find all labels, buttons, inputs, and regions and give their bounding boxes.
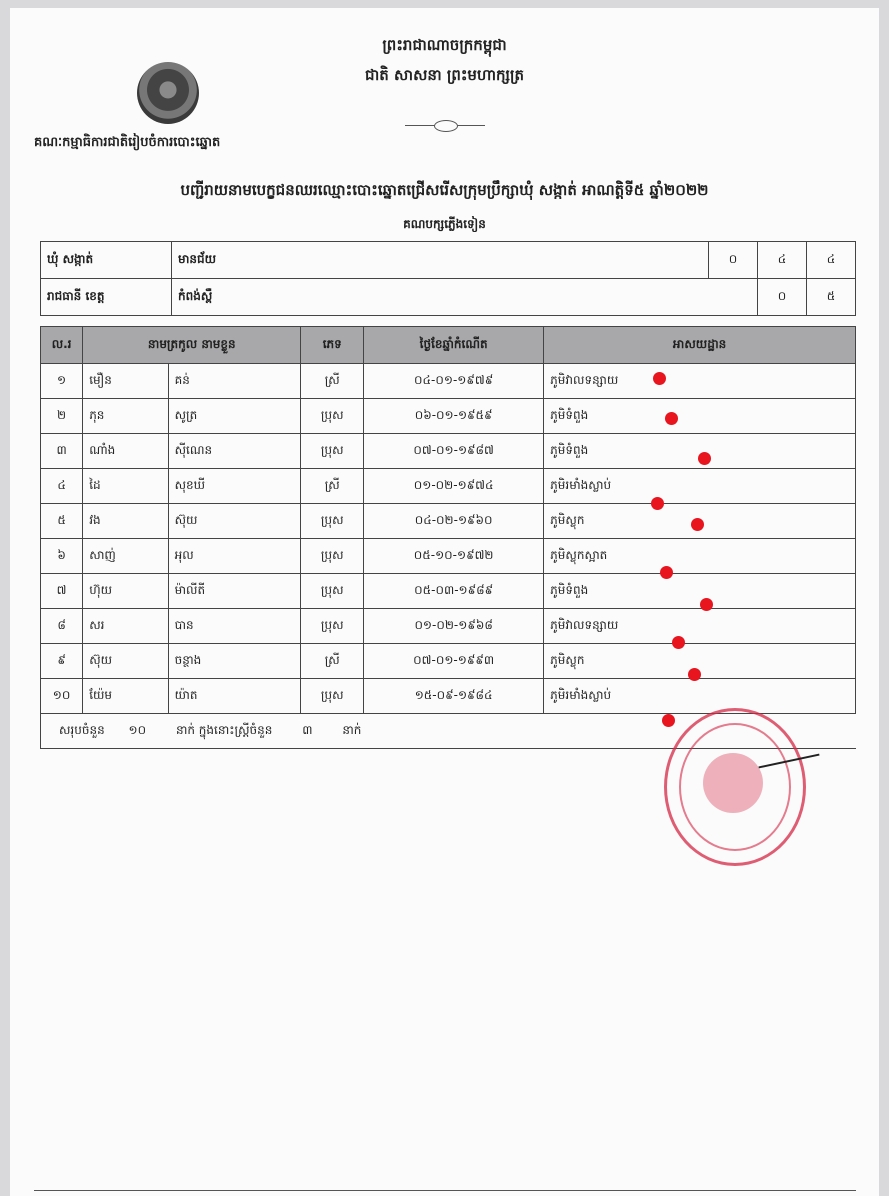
row-address: ភូមិស្លុក xyxy=(544,644,856,679)
red-marker-icon xyxy=(660,566,673,579)
row-dob: ០៦-០១-១៩៥៩ xyxy=(364,399,544,434)
province-value: កំពង់ស្ពឺ xyxy=(172,279,758,316)
row-address: ភូមិទំពួង xyxy=(544,434,856,469)
row-dob: ០៧-០១-១៩៨៧ xyxy=(364,434,544,469)
ornament-icon xyxy=(434,120,458,132)
stamp-seal-icon xyxy=(703,753,763,813)
table-row xyxy=(41,609,856,644)
table-row xyxy=(41,434,856,469)
province-row xyxy=(41,279,856,316)
commune-value: មានជ័យ xyxy=(172,242,709,279)
table-row xyxy=(41,469,856,504)
header-number: ល.រ xyxy=(41,327,83,364)
red-marker-icon xyxy=(665,412,678,425)
row-surname: វង xyxy=(83,504,168,539)
row-given-name: អុល xyxy=(168,539,301,574)
total-label: សរុបចំនួន xyxy=(59,723,105,737)
row-surname: មឿន xyxy=(83,364,168,399)
official-stamp xyxy=(664,708,806,866)
province-label: រាជធានី ខេត្ត xyxy=(41,279,172,316)
row-sex: ប្រុស xyxy=(301,679,364,714)
row-address: ភូមិរមាំងស្លាប់ xyxy=(544,469,856,504)
row-surname: ណាំង xyxy=(83,434,168,469)
row-sex: ប្រុស xyxy=(301,434,364,469)
row-dob: ០១-០២-១៩៧៤ xyxy=(364,469,544,504)
red-marker-icon xyxy=(672,636,685,649)
row-given-name: សូត្រ xyxy=(168,399,301,434)
red-marker-icon xyxy=(653,372,666,385)
row-surname: ហ៊ុយ xyxy=(83,574,168,609)
total-unit: នាក់ ក្នុងនោះស្ត្រីចំនួន xyxy=(175,723,273,737)
row-address: ភូមិស្លុកស្អាត xyxy=(544,539,856,574)
row-given-name: សុខឃី xyxy=(168,469,301,504)
red-marker-icon xyxy=(662,714,675,727)
row-address: ភូមិវាលទន្សាយ xyxy=(544,609,856,644)
header-dob: ថ្ងៃខែឆ្នាំកំណើត xyxy=(364,327,544,364)
table-row xyxy=(41,574,856,609)
row-sex: ប្រុស xyxy=(301,539,364,574)
row-number: ១០ xyxy=(41,679,83,714)
row-given-name: បាន xyxy=(168,609,301,644)
red-marker-icon xyxy=(700,598,713,611)
footer-divider xyxy=(34,1190,856,1191)
table-row xyxy=(41,644,856,679)
row-number: ៨ xyxy=(41,609,83,644)
row-address: ភូមិរមាំងស្លាប់ xyxy=(544,679,856,714)
row-dob: ១៥-០៩-១៩៨៤ xyxy=(364,679,544,714)
commune-code-2: ៤ xyxy=(758,242,807,279)
table-row xyxy=(41,399,856,434)
row-given-name: ស៊ីណេន xyxy=(168,434,301,469)
document-title: បញ្ជីរាយនាមបេក្ខជនឈរឈ្មោះបោះឆ្នោតជ្រើសរើសក្រុមប្រឹក្សាឃុំ សង្កាត់ អាណត្តិទី៥ ឆ្នាំ២០២២ xyxy=(180,181,709,199)
row-address: ភូមិទំពួង xyxy=(544,399,856,434)
women-unit: នាក់ xyxy=(342,723,362,737)
row-number: ២ xyxy=(41,399,83,434)
province-code-1: ០ xyxy=(758,279,807,316)
party-name: គណបក្សភ្លើងទៀន xyxy=(403,217,486,231)
row-number: ៥ xyxy=(41,504,83,539)
row-address: ភូមិទំពួង xyxy=(544,574,856,609)
organization-name: គណៈកម្មាធិការជាតិរៀបចំការបោះឆ្នោត xyxy=(34,135,221,150)
row-dob: ០៤-០១-១៩៧៩ xyxy=(364,364,544,399)
row-number: ៧ xyxy=(41,574,83,609)
row-given-name: ម៉ាលីតី xyxy=(168,574,301,609)
table-row xyxy=(41,539,856,574)
row-sex: ស្រី xyxy=(301,469,364,504)
location-table xyxy=(40,241,856,316)
row-sex: ប្រុស xyxy=(301,504,364,539)
header-address: អាសយដ្ឋាន xyxy=(544,327,856,364)
table-row xyxy=(41,504,856,539)
row-surname: ភុន xyxy=(83,399,168,434)
row-dob: ០៥-០៣-១៩៨៩ xyxy=(364,574,544,609)
commune-label: ឃុំ សង្កាត់ xyxy=(41,242,172,279)
red-marker-icon xyxy=(698,452,711,465)
row-sex: ប្រុស xyxy=(301,399,364,434)
row-sex: ប្រុស xyxy=(301,609,364,644)
total-count: ១០ xyxy=(128,723,147,737)
row-given-name: ចន្ថាង xyxy=(168,644,301,679)
motto-heading: ជាតិ សាសនា ព្រះមហាក្សត្រ xyxy=(365,66,524,84)
row-surname: ដៃ xyxy=(83,469,168,504)
row-surname: សរ xyxy=(83,609,168,644)
row-dob: ០១-០២-១៩៦៨ xyxy=(364,609,544,644)
red-marker-icon xyxy=(688,668,701,681)
row-dob: ០៥-១០-១៩៧២ xyxy=(364,539,544,574)
commune-code-1: ០ xyxy=(709,242,758,279)
header-name: នាមត្រកូល នាមខ្លួន xyxy=(83,327,301,364)
row-address: ភូមិស្លុក xyxy=(544,504,856,539)
table-row xyxy=(41,364,856,399)
row-given-name: គន់ xyxy=(168,364,301,399)
row-address: ភូមិវាលទន្សាយ xyxy=(544,364,856,399)
row-sex: ស្រី xyxy=(301,364,364,399)
row-given-name: យ៉ាត xyxy=(168,679,301,714)
row-surname: យ៉ែម xyxy=(83,679,168,714)
red-marker-icon xyxy=(651,497,664,510)
row-dob: ០៧-០១-១៩៩៣ xyxy=(364,644,544,679)
header-sex: ភេទ xyxy=(301,327,364,364)
row-given-name: ស៊ុយ xyxy=(168,504,301,539)
table-header-row xyxy=(41,327,856,364)
row-sex: ស្រី xyxy=(301,644,364,679)
row-surname: សាញ់ xyxy=(83,539,168,574)
row-number: ៩ xyxy=(41,644,83,679)
nec-emblem-icon xyxy=(137,62,199,124)
row-number: ៤ xyxy=(41,469,83,504)
women-count: ៣ xyxy=(302,723,313,737)
row-number: ១ xyxy=(41,364,83,399)
row-sex: ប្រុស xyxy=(301,574,364,609)
row-number: ៣ xyxy=(41,434,83,469)
province-code-2: ៥ xyxy=(807,279,856,316)
red-marker-icon xyxy=(691,518,704,531)
row-number: ៦ xyxy=(41,539,83,574)
row-dob: ០៤-០២-១៩៦០ xyxy=(364,504,544,539)
row-surname: ស៊ុយ xyxy=(83,644,168,679)
document-page xyxy=(10,8,879,1196)
candidate-table xyxy=(40,326,856,749)
commune-code-3: ៤ xyxy=(807,242,856,279)
commune-row xyxy=(41,242,856,279)
kingdom-heading: ព្រះរាជាណាចក្រកម្ពុជា xyxy=(382,36,507,54)
